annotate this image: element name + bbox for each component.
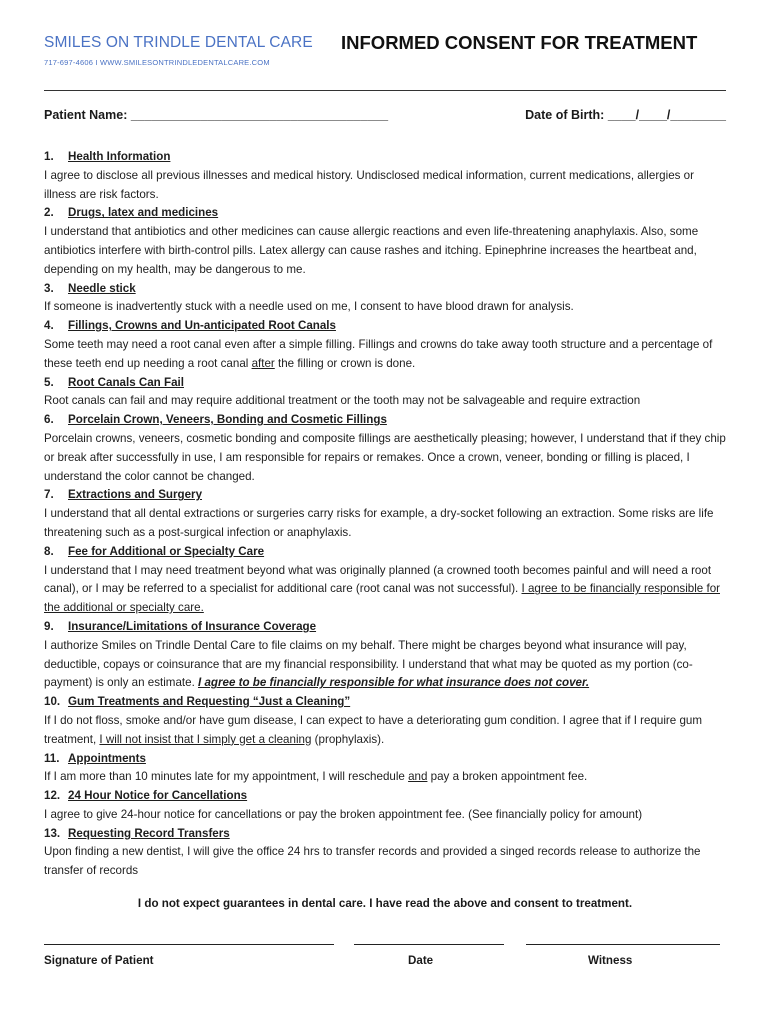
- section-insurance-limitations: [44, 618, 726, 693]
- section-heading: 13. Requesting Record Transfers: [44, 826, 230, 840]
- patient-info-row: [44, 108, 726, 128]
- section-cancellation-notice: [44, 787, 726, 825]
- section-heading: 7. Extractions and Surgery: [44, 488, 203, 502]
- section-porcelain-crown-veneers: [44, 411, 726, 486]
- section-heading: 9. Insurance/Limitations of Insurance Coverage: [44, 619, 317, 633]
- section-fillings-crowns-root-canals: [44, 317, 726, 373]
- patient-name-blank[interactable]: _____________________________________: [130, 108, 389, 122]
- consent-statement: I do not expect guarantees in dental care. I have read the above and consent to treatment.: [137, 897, 633, 910]
- section-heading: 6. Porcelain Crown, Veneers, Bonding and Cosmetic Fillings: [44, 413, 387, 427]
- section-heading: 5. Root Canals Can Fail: [44, 375, 184, 389]
- patient-name-label: Patient Name:: [44, 108, 128, 122]
- date-signature-line[interactable]: [354, 944, 504, 945]
- section-heading: 4. Fillings, Crowns and Un-anticipated Root Canals: [44, 319, 336, 333]
- section-text: I understand that all dental extractions or surgeries carry risks for example, a dry-socket following an extraction. Some risks are life threatening such as a post-surgical infection or anaphylaxis.: [44, 507, 714, 539]
- section-text: I agree to give 24-hour notice for cancellations or pay the broken appointment fee. (See financially policy for amount): [44, 807, 643, 821]
- section-appointments: [44, 750, 726, 788]
- section-text: I authorize Smiles on Trindle Dental Care to file claims on my behalf. There might be charges beyond what insurance will pay, deductible, copays or coinsurance that are my financial responsibility. I understand that what may be quoted as my portion (co-payment) is only an estimate. I agree to be financially responsible for what insurance does not cover.: [44, 638, 693, 690]
- witness-label: Witness: [588, 954, 633, 967]
- section-health-information: [44, 148, 726, 204]
- section-text: If someone is inadvertently stuck with a needle used on me, I consent to have blood drawn for analysis.: [44, 300, 574, 314]
- section-heading: 10. Gum Treatments and Requesting “Just a Cleaning”: [44, 695, 351, 709]
- section-text: Some teeth may need a root canal even after a simple filling. Fillings and crowns do take away tooth structure and a percentage of these teeth end up needing a root canal after the filling or crown is done.: [44, 337, 713, 370]
- section-text: Upon finding a new dentist, I will give the office 24 hrs to transfer records and provided a singed records release to authorize the transfer of records: [44, 845, 701, 878]
- section-drugs-latex-medicines: [44, 204, 726, 279]
- date-of-birth-field[interactable]: [525, 108, 726, 122]
- section-needle-stick: [44, 280, 726, 318]
- section-root-canals-can-fail: [44, 374, 726, 412]
- date-of-birth-blank[interactable]: ____/____/________: [607, 108, 726, 122]
- section-fee-additional-care: [44, 543, 726, 618]
- witness-signature-line[interactable]: [526, 944, 720, 945]
- practice-name: SMILES ON TRINDLE DENTAL CARE: [44, 34, 313, 51]
- section-heading: 11. Appointments: [44, 751, 146, 765]
- patient-signature-label: Signature of Patient: [44, 954, 154, 967]
- section-heading: 1. Health Information: [44, 150, 171, 163]
- practice-contact: 717-697-4606 I WWW.SMILESONTRINDLEDENTALCARE.COM: [44, 58, 270, 67]
- date-label: Date: [408, 954, 434, 967]
- section-extractions-surgery: [44, 486, 726, 542]
- consent-sections: [44, 148, 726, 881]
- document-title: INFORMED CONSENT FOR TREATMENT: [341, 32, 698, 53]
- date-of-birth-label: Date of Birth:: [525, 108, 605, 122]
- section-gum-treatments: [44, 693, 726, 749]
- section-text: If I do not floss, smoke and/or have gum disease, I can expect to have a deteriorating gum condition. I agree that if I require gum treatment, I will not insist that I simply get a cleaning (prophylaxis).: [44, 713, 702, 746]
- section-record-transfers: [44, 825, 726, 881]
- section-heading: 12. 24 Hour Notice for Cancellations: [44, 789, 248, 803]
- section-heading: 3. Needle stick: [44, 281, 136, 295]
- header-divider: [44, 90, 726, 91]
- section-text: I understand that I may need treatment beyond what was originally planned (a crowned tooth becomes painful and will need a root canal), or I may be referred to a specialist for additional care (root canal was not successful). I agree to be financially responsible for the additional or specialty care.: [44, 563, 720, 615]
- patient-signature-line[interactable]: [44, 944, 334, 945]
- section-text: Root canals can fail and may require additional treatment or the tooth may not be salvageable and require extraction: [44, 394, 641, 408]
- section-text: If I am more than 10 minutes late for my appointment, I will reschedule and pay a broken appointment fee.: [44, 770, 588, 784]
- section-text: Porcelain crowns, veneers, cosmetic bonding and composite fillings are aesthetically pleasing; however, I understand that if they chip or break after successfully in use, I am responsible for repairs or remakes. Once a crown, veneer, bonding or filling is placed, I understand the color cannot be changed.: [44, 431, 726, 483]
- patient-name-field[interactable]: [44, 108, 388, 122]
- section-heading: 2. Drugs, latex and medicines: [44, 206, 219, 220]
- section-text: I understand that antibiotics and other medicines can cause allergic reactions and even life-threatening anaphylaxis. Also, some antibiotics interfere with birth-control pills. Latex allergy can cause rashes and itching. Epinephrine increases the heartbeat and, depending on my health, may be dangerous to me.: [44, 225, 699, 276]
- section-text: I agree to disclose all previous illnesses and medical history. Undisclosed medical information, current medications, allergies or illness are risk factors.: [44, 168, 694, 201]
- section-heading: 8. Fee for Additional or Specialty Care: [44, 544, 265, 558]
